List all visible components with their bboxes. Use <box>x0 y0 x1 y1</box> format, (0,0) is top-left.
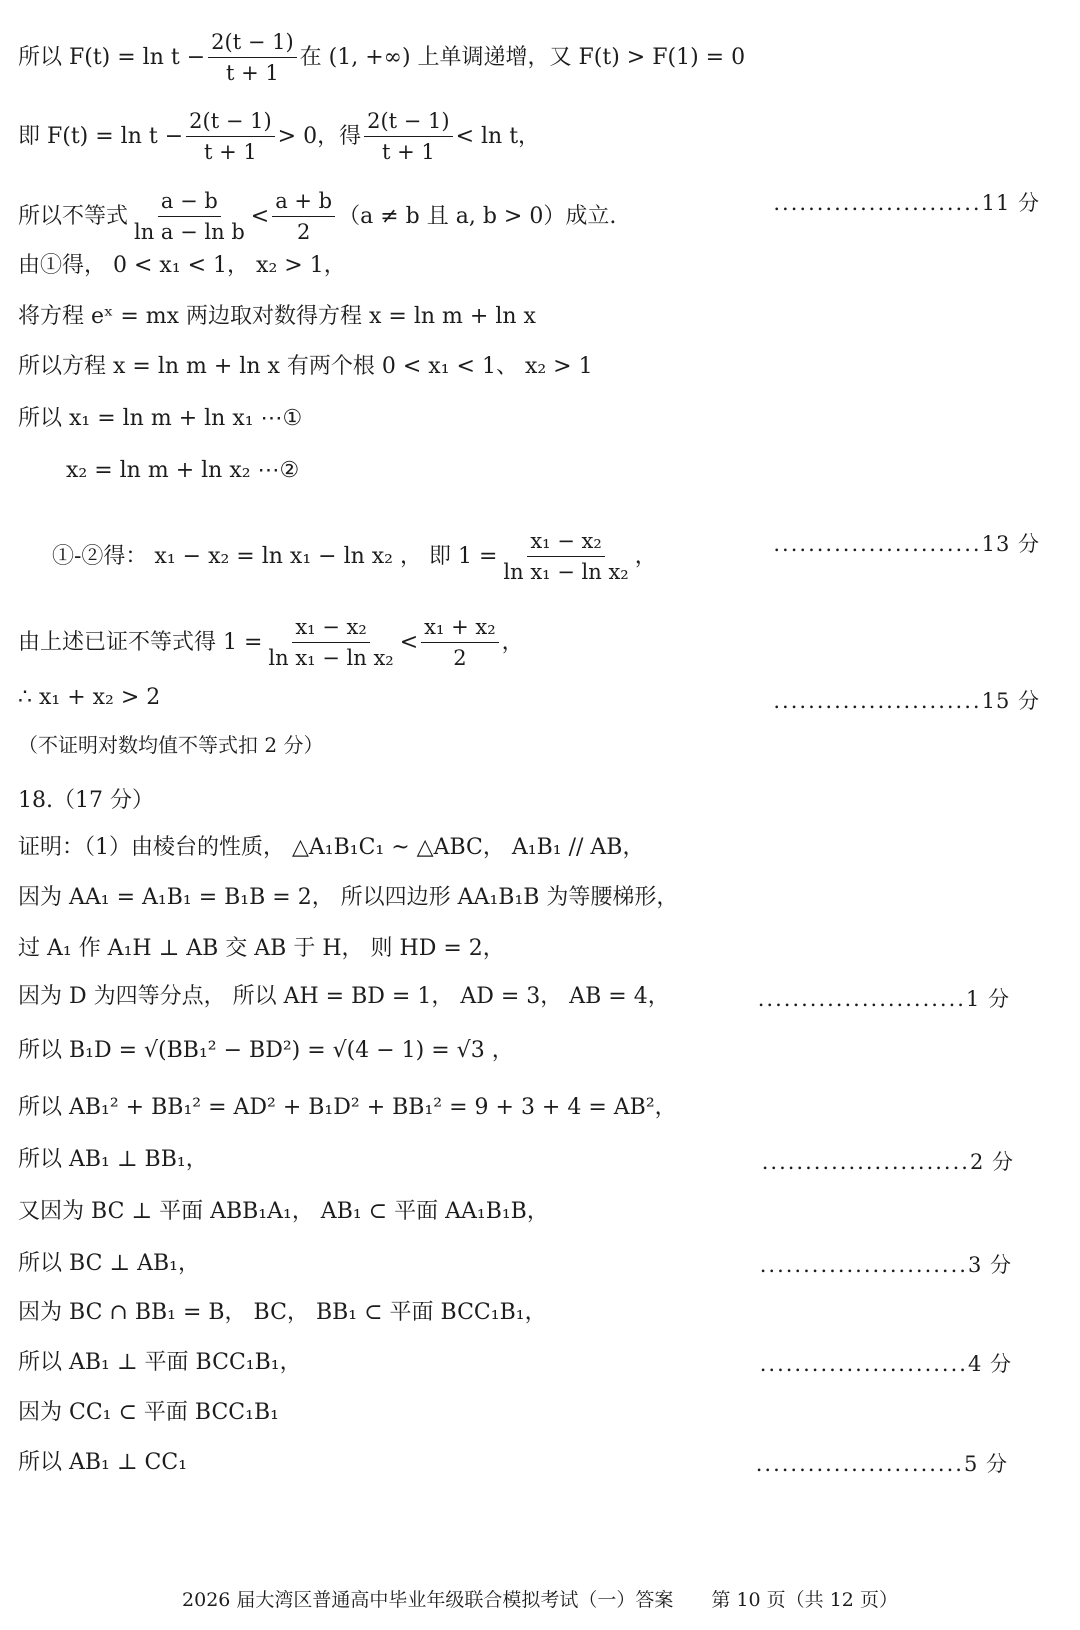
text: 所以 AB₁² + BB₁² = AD² + B₁D² + BB₁² = 9 + 3 + 4 = AB²， <box>18 1095 677 1120</box>
line-apply-inequality <box>18 612 1050 673</box>
line <box>18 1093 1050 1123</box>
score-value: 13 分 <box>981 532 1040 556</box>
question-heading <box>18 786 1050 816</box>
fraction-denominator: ln a − ln b <box>134 220 245 244</box>
text: 所以 B₁D = √(BB₁² − BD²) = √(4 − 1) = √3 ， <box>18 1038 514 1063</box>
score-mark <box>773 528 1040 558</box>
score-value: 11 分 <box>981 191 1040 215</box>
score-mark <box>773 187 1040 217</box>
text: 所以不等式 <box>18 203 129 229</box>
text: 因为 BC ∩ BB₁ = B， BC， BB₁ ⊂ 平面 BCC₁B₁， <box>18 1300 547 1325</box>
fraction-denominator: t + 1 <box>381 140 435 164</box>
score-mark <box>760 1348 1012 1378</box>
text: 在 (1, +∞) 上单调递增，又 F(t) > F(1) = 0 <box>299 44 746 70</box>
fraction-numerator: x₁ − x₂ <box>292 612 369 643</box>
leader-dots: ........................ <box>759 1352 968 1376</box>
leader-dots: ........................ <box>773 689 982 713</box>
text: > 0，得 <box>277 123 362 149</box>
text: < ln t， <box>455 123 541 149</box>
text: （a ≠ b 且 a, b > 0）成立. <box>338 203 617 229</box>
score-value: 4 分 <box>967 1352 1012 1376</box>
text: 将方程 eˣ = mx 两边取对数得方程 x = ln m + ln x <box>18 304 536 329</box>
text: x₂ = ln m + ln x₂ ⋯② <box>66 458 300 483</box>
score-mark <box>756 1448 1008 1478</box>
text: < <box>250 203 270 229</box>
fraction-denominator: t + 1 <box>226 61 279 85</box>
text: 所以 BC ⊥ AB₁， <box>18 1251 200 1276</box>
fraction-numerator: a + b <box>272 186 335 217</box>
score-value: 15 分 <box>981 689 1040 713</box>
page-footer: 2026 届大湾区普通高中毕业年级联合模拟考试（一）答案 第 10 页（共 12 页） <box>182 1589 898 1611</box>
leader-dots: ........................ <box>759 1253 968 1277</box>
text: 因为 D 为四等分点， 所以 AH = BD = 1， AD = 3， AB = 4， <box>18 984 670 1009</box>
line <box>18 404 1050 434</box>
fraction-denominator: 2 <box>296 220 311 244</box>
score-value: 5 分 <box>963 1452 1008 1476</box>
text: 由①得， 0 < x₁ < 1， x₂ > 1， <box>18 253 346 278</box>
line <box>18 1036 1050 1066</box>
fraction <box>208 27 297 88</box>
line <box>18 934 1050 964</box>
text: 所以方程 x = ln m + ln x 有两个根 0 < x₁ < 1、 x₂ > 1 <box>18 354 593 379</box>
text: 因为 CC₁ ⊂ 平面 BCC₁B₁ <box>18 1400 279 1425</box>
fraction-numerator: 2(t − 1) <box>186 106 275 137</box>
score-mark <box>773 685 1040 715</box>
text: ∴ x₁ + x₂ > 2 <box>18 685 161 710</box>
text: 所以 AB₁ ⊥ 平面 BCC₁B₁， <box>18 1350 302 1375</box>
text: 所以 AB₁ ⊥ CC₁ <box>18 1450 188 1475</box>
fraction-denominator: t + 1 <box>204 140 257 164</box>
score-mark <box>760 1249 1012 1279</box>
line <box>18 352 1050 382</box>
line-note <box>18 730 1050 760</box>
text: < <box>399 629 419 655</box>
fraction-denominator: ln x₁ − ln x₂ <box>503 560 629 584</box>
fraction-numerator: x₁ − x₂ <box>527 526 604 557</box>
text: 所以 x₁ = ln m + ln x₁ ⋯① <box>18 406 303 431</box>
fraction-denominator: ln x₁ − ln x₂ <box>268 646 394 670</box>
line <box>18 883 1050 913</box>
text: 所以 F(t) = ln t − <box>18 44 206 70</box>
fraction <box>186 106 275 167</box>
score-mark <box>762 1146 1014 1176</box>
text: 由上述已证不等式得 1 = <box>18 629 263 655</box>
line <box>18 833 1050 863</box>
text: 所以 AB₁ ⊥ BB₁， <box>18 1147 208 1172</box>
text: 证明：（1）由棱台的性质， △A₁B₁C₁ ~ △ABC， A₁B₁ // AB， <box>18 835 645 860</box>
text: 18.（17 分） <box>18 788 154 813</box>
fraction-numerator: a − b <box>158 186 221 217</box>
fraction <box>131 186 248 247</box>
line <box>18 302 1050 332</box>
text: 过 A₁ 作 A₁H ⊥ AB 交 AB 于 H， 则 HD = 2， <box>18 936 505 961</box>
line <box>18 1298 1050 1328</box>
leader-dots: ........................ <box>773 191 982 215</box>
text: ， <box>634 543 657 569</box>
fraction <box>265 612 396 673</box>
score-value: 3 分 <box>967 1253 1012 1277</box>
fraction-numerator: 2(t − 1) <box>208 27 297 58</box>
line <box>18 251 1050 281</box>
leader-dots: ........................ <box>757 987 966 1011</box>
fraction <box>364 106 453 167</box>
text: ①-②得： x₁ − x₂ = ln x₁ − ln x₂ ， 即 1 = <box>52 543 498 569</box>
text: （不证明对数均值不等式扣 2 分） <box>18 733 324 757</box>
line-inequality-F <box>18 106 1050 167</box>
score-value: 1 分 <box>965 987 1010 1011</box>
text: ， <box>501 629 524 655</box>
line-monotonic <box>18 27 1050 88</box>
line <box>66 456 1050 486</box>
line <box>18 1197 1050 1227</box>
score-mark <box>758 983 1010 1013</box>
fraction-numerator: x₁ + x₂ <box>421 612 498 643</box>
leader-dots: ........................ <box>761 1150 970 1174</box>
text: 又因为 BC ⊥ 平面 ABB₁A₁， AB₁ ⊂ 平面 AA₁B₁B， <box>18 1199 549 1224</box>
fraction <box>421 612 498 673</box>
fraction-denominator: 2 <box>453 646 467 670</box>
fraction <box>500 526 631 587</box>
fraction <box>272 186 335 247</box>
text: 即 F(t) = ln t − <box>18 123 184 149</box>
score-value: 2 分 <box>969 1150 1014 1174</box>
leader-dots: ........................ <box>755 1452 964 1476</box>
leader-dots: ........................ <box>773 532 982 556</box>
line <box>18 1398 1050 1428</box>
fraction-numerator: 2(t − 1) <box>364 106 453 137</box>
text: 因为 AA₁ = A₁B₁ = B₁B = 2， 所以四边形 AA₁B₁B 为等腰梯形， <box>18 885 679 910</box>
